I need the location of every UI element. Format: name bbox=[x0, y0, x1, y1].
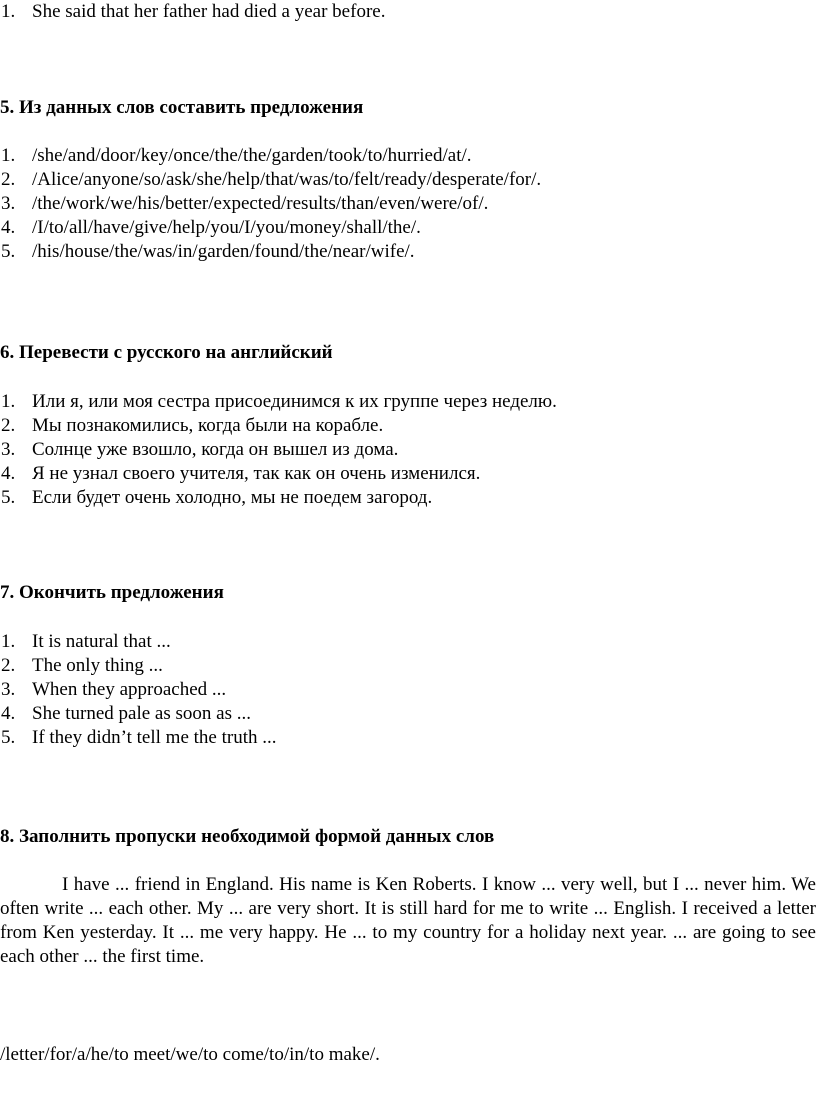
item-number: 2. bbox=[1, 169, 16, 190]
section-8-heading bbox=[0, 825, 816, 849]
list-item bbox=[0, 240, 816, 264]
item-text: Если будет очень холодно, мы не поедем загород. bbox=[32, 487, 433, 508]
section-6-list bbox=[0, 390, 816, 510]
list-item bbox=[0, 144, 816, 168]
fill-in-paragraph: I have ... friend in England. His name is Ken Roberts. I know ... very well, but I ... never him. We often write ... each other. My ... are very short. It is still hard for me to write ... English. I received a letter from Ken yesterday. It ... me very happy. He ... to my country for a holiday next year. ... are going to see each other ... the first time. bbox=[0, 874, 816, 967]
item-number: 5. bbox=[1, 727, 16, 748]
section-5-list bbox=[0, 144, 816, 264]
item-number: 3. bbox=[1, 679, 16, 700]
item-number: 1. bbox=[1, 145, 16, 166]
section-7-heading bbox=[0, 581, 816, 605]
item-number: 2. bbox=[1, 655, 16, 676]
item-number: 3. bbox=[1, 193, 16, 214]
item-text: Или я, или моя сестра присоединимся к их группе через неделю. bbox=[32, 391, 557, 412]
section-heading: 6. Перевести с русского на английский bbox=[0, 342, 333, 363]
section-heading: 5. Из данных слов составить предложения bbox=[0, 97, 364, 118]
section-heading: 8. Заполнить пропуски необходимой формой данных слов bbox=[0, 826, 495, 847]
section-6-heading bbox=[0, 341, 816, 365]
section-heading: 7. Окончить предложения bbox=[0, 582, 224, 603]
list-item bbox=[0, 0, 816, 24]
list-item bbox=[0, 726, 816, 750]
word-list: /letter/for/a/he/to meet/we/to come/to/in/to make/. bbox=[0, 1044, 380, 1065]
item-text: /I/to/all/have/give/help/you/I/you/money/shall/the/. bbox=[32, 217, 421, 238]
item-number: 5. bbox=[1, 487, 16, 508]
list-item bbox=[0, 630, 816, 654]
list-item bbox=[0, 702, 816, 726]
list-item bbox=[0, 414, 816, 438]
item-number: 4. bbox=[1, 463, 16, 484]
item-text: If they didn’t tell me the truth ... bbox=[32, 727, 277, 748]
section-5-heading bbox=[0, 96, 816, 120]
item-text: /the/work/we/his/better/expected/results/than/even/were/of/. bbox=[32, 193, 489, 214]
item-text: /she/and/door/key/once/the/the/garden/took/to/hurried/at/. bbox=[32, 145, 472, 166]
item-text: The only thing ... bbox=[32, 655, 163, 676]
section-7-list bbox=[0, 630, 816, 750]
item-text: When they approached ... bbox=[32, 679, 227, 700]
item-number: 2. bbox=[1, 415, 16, 436]
list-item bbox=[0, 438, 816, 462]
item-number: 4. bbox=[1, 217, 16, 238]
list-item bbox=[0, 216, 816, 240]
item-text: She said that her father had died a year before. bbox=[32, 1, 386, 22]
section-8-words-block bbox=[0, 1043, 816, 1067]
item-text: Солнце уже взошло, когда он вышел из дома. bbox=[32, 439, 399, 460]
item-number: 1. bbox=[1, 1, 16, 22]
item-number: 1. bbox=[1, 631, 16, 652]
item-text: It is natural that ... bbox=[32, 631, 171, 652]
item-number: 4. bbox=[1, 703, 16, 724]
list-item bbox=[0, 390, 816, 414]
item-text: Я не узнал своего учителя, так как он очень изменился. bbox=[32, 463, 481, 484]
list-item bbox=[0, 486, 816, 510]
item-text: /his/house/the/was/in/garden/found/the/near/wife/. bbox=[32, 241, 415, 262]
list-item bbox=[0, 168, 816, 192]
intro-list bbox=[0, 0, 816, 24]
item-text: She turned pale as soon as ... bbox=[32, 703, 251, 724]
section-8-paragraph-block bbox=[0, 873, 816, 969]
item-text: Мы познакомились, когда были на корабле. bbox=[32, 415, 384, 436]
item-number: 3. bbox=[1, 439, 16, 460]
item-number: 5. bbox=[1, 241, 16, 262]
list-item bbox=[0, 192, 816, 216]
list-item bbox=[0, 678, 816, 702]
item-number: 1. bbox=[1, 391, 16, 412]
list-item bbox=[0, 654, 816, 678]
item-text: /Alice/anyone/so/ask/she/help/that/was/to/felt/ready/desperate/for/. bbox=[32, 169, 542, 190]
list-item bbox=[0, 462, 816, 486]
